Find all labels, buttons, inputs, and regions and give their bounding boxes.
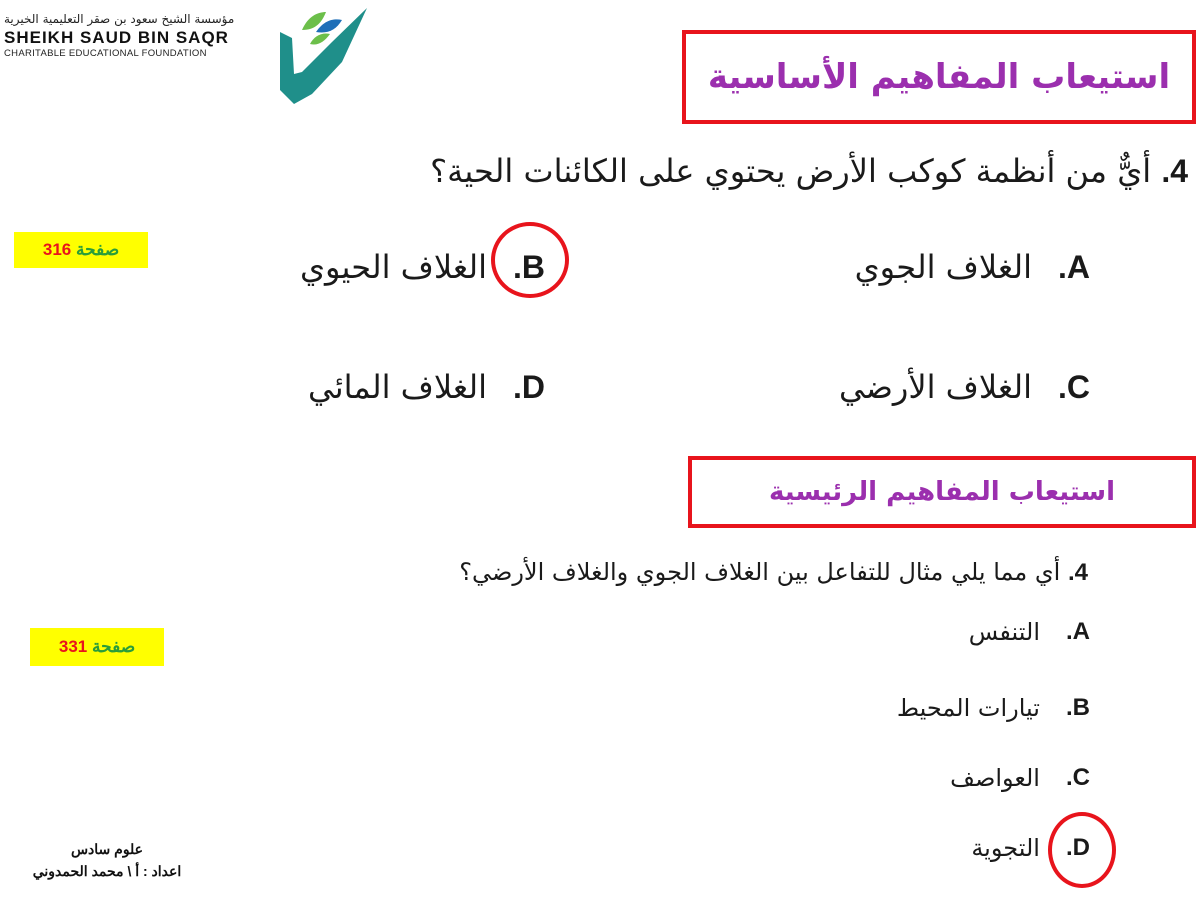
footer-course: علوم سادس	[70, 841, 144, 857]
option-text: الغلاف المائي	[308, 368, 487, 406]
footer-author: اعداد : أ \ محمد الحمدوني	[32, 863, 182, 879]
option-text: الغلاف الأرضي	[839, 368, 1032, 406]
foundation-logo-text	[4, 12, 266, 59]
page-ref-label: صفحة	[92, 637, 136, 656]
q2-option-c[interactable]	[950, 764, 1090, 792]
option-letter: D.	[513, 368, 545, 405]
option-letter: A.	[1065, 618, 1090, 645]
logo-english-subtitle: CHARITABLE EDUCATIONAL FOUNDATION	[4, 48, 207, 59]
option-text: التنفس	[968, 618, 1040, 646]
question1	[430, 152, 1188, 190]
logo-english-name: SHEIKH SAUD BIN SAQR	[4, 28, 229, 47]
q2-option-b[interactable]	[897, 694, 1090, 722]
section1-heading-box	[682, 30, 1196, 124]
question2	[459, 558, 1088, 587]
option-letter: A.	[1058, 248, 1090, 285]
q1-option-c[interactable]	[839, 368, 1090, 406]
answer-circle-q1	[491, 222, 569, 298]
option-text: التجوية	[971, 834, 1040, 862]
section2-heading: استيعاب المفاهيم الرئيسية	[768, 477, 1116, 507]
page-ref-tag-2	[30, 628, 164, 666]
section2-heading-box	[688, 456, 1196, 528]
option-text: الغلاف الجوي	[854, 248, 1032, 286]
question2-number: 4.	[1067, 559, 1088, 586]
q1-option-d[interactable]	[308, 368, 545, 406]
page-ref-number: 316	[42, 240, 72, 259]
option-letter: D.	[1065, 834, 1090, 861]
option-letter: C.	[1065, 764, 1090, 791]
logo-arabic-name: مؤسسة الشيخ سعود بن صقر التعليمية الخيرية	[4, 12, 235, 26]
option-letter: B.	[513, 248, 545, 285]
page-ref-number: 331	[58, 637, 88, 656]
option-letter: C.	[1058, 368, 1090, 405]
question2-text: أي مما يلي مثال للتفاعل بين الغلاف الجوي والغلاف الأرضي؟	[459, 558, 1061, 586]
option-text: العواصف	[950, 764, 1040, 792]
answer-circle-q2	[1048, 812, 1116, 888]
page-ref-tag-1	[14, 232, 148, 268]
section1-heading: استيعاب المفاهيم الأساسية	[707, 57, 1171, 97]
option-text: تيارات المحيط	[896, 694, 1040, 722]
author-footer	[4, 838, 210, 882]
option-letter: B.	[1065, 694, 1090, 721]
q2-option-a[interactable]	[969, 618, 1090, 646]
option-text: الغلاف الحيوي	[299, 248, 487, 286]
question1-number: 4.	[1161, 153, 1188, 189]
q1-option-a[interactable]	[855, 248, 1090, 286]
foundation-logo-icon	[272, 2, 372, 106]
question1-text: أيٌّ من أنظمة كوكب الأرض يحتوي على الكائنات الحية؟	[430, 152, 1152, 190]
page-ref-label: صفحة	[76, 240, 120, 259]
